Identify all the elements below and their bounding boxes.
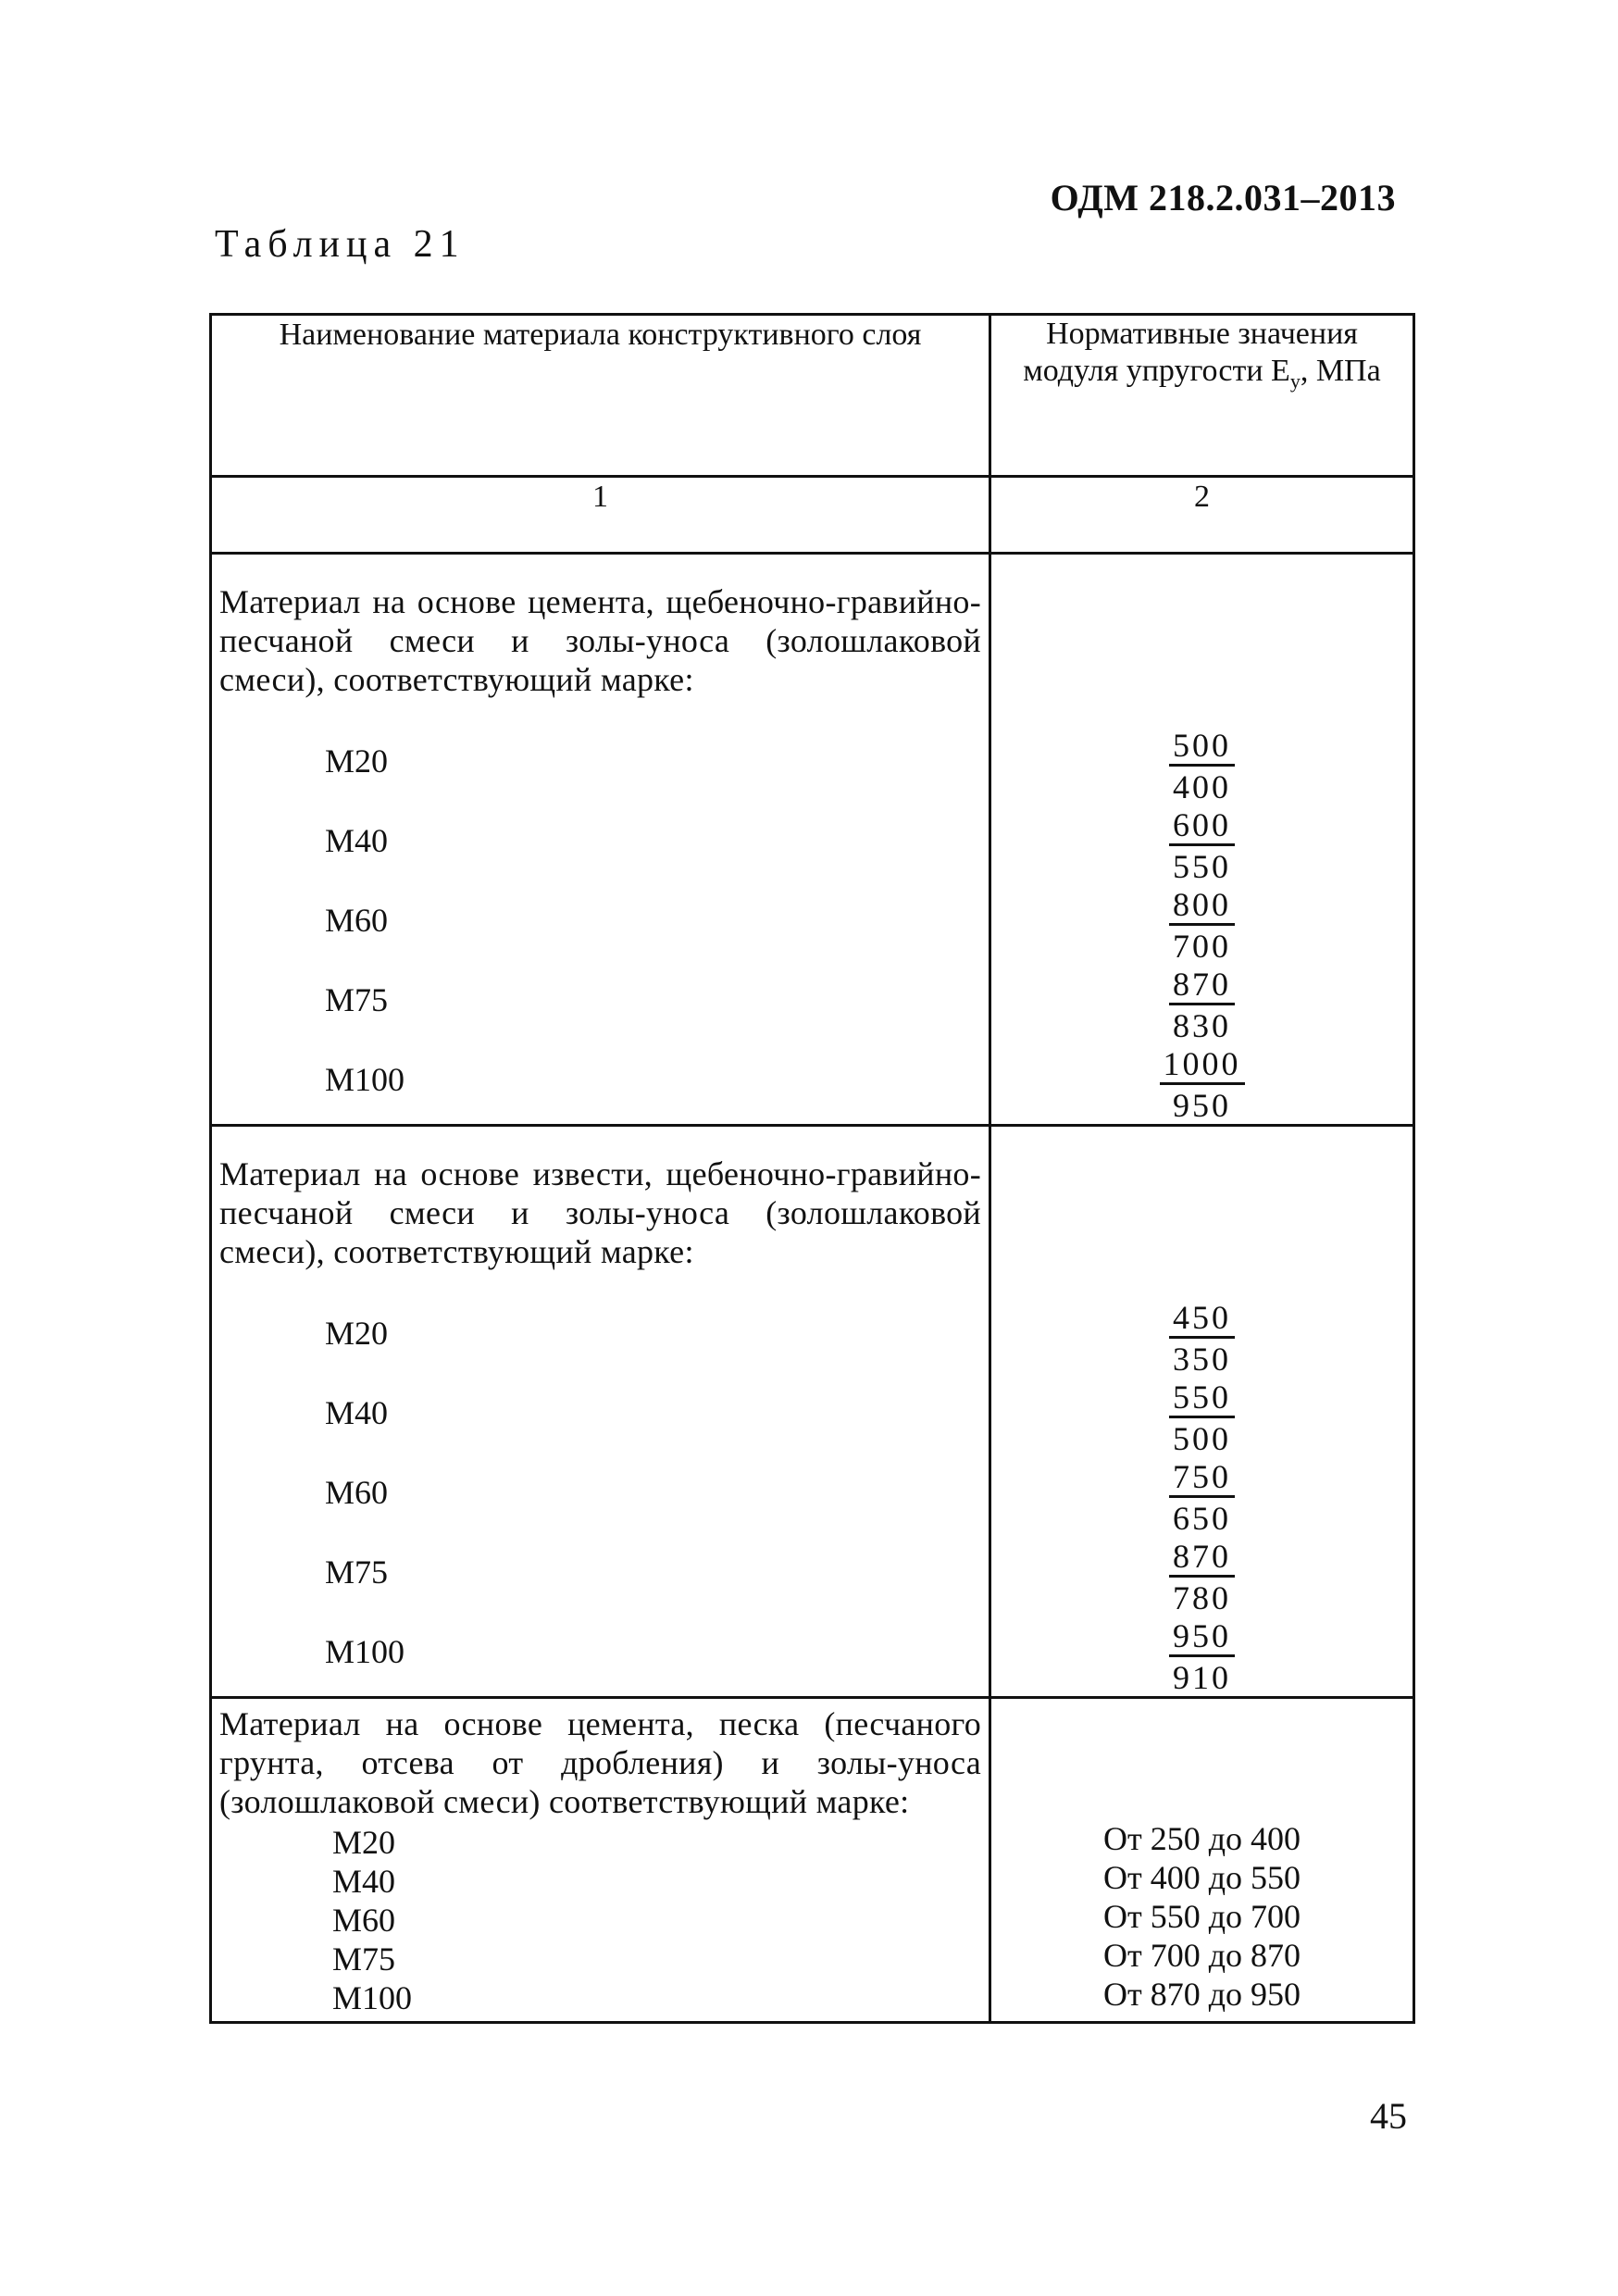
fraction-denominator: 650 xyxy=(1173,1499,1231,1537)
fraction-numerator: 950 xyxy=(1169,1617,1235,1657)
section-description: Материал на основе цемента, песка (песчаного грунта, отсева от дробления) и золы-уноса (золошлаковой смеси) соответствующий марке: xyxy=(219,1705,981,1820)
grade-label: М20 xyxy=(325,742,389,780)
table-title: Таблица 21 xyxy=(215,223,466,266)
fraction-denominator: 350 xyxy=(1173,1340,1231,1378)
section-description: Материал на основе цемента, щебеночно-гравийно-песчаной смеси и золы-уноса (золошлаковой смеси), соответствующий марке: xyxy=(219,583,981,698)
modulus-range: От 870 до 950 xyxy=(1102,1976,1301,2013)
section-cement-sand xyxy=(211,1698,1414,2023)
grade-label: М40 xyxy=(325,822,389,859)
modulus-fraction xyxy=(991,1378,1413,1457)
fraction-numerator: 870 xyxy=(1169,966,1235,1005)
modulus-range: От 550 до 700 xyxy=(1102,1898,1301,1935)
grade-label: М60 xyxy=(332,1902,396,1939)
grade-label: М75 xyxy=(332,1940,396,1978)
grade-label: М60 xyxy=(325,902,389,939)
fraction-numerator: 550 xyxy=(1169,1379,1235,1418)
section-cell-material xyxy=(211,554,990,1126)
section-cell-material xyxy=(211,1126,990,1698)
modulus-fraction xyxy=(991,1537,1413,1616)
modulus-fraction xyxy=(991,965,1413,1044)
grade-label: М100 xyxy=(332,1979,413,2016)
modulus-range: От 700 до 870 xyxy=(1102,1937,1301,1974)
modulus-range: От 250 до 400 xyxy=(1102,1820,1301,1857)
modulus-fraction xyxy=(991,805,1413,885)
fraction-numerator: 500 xyxy=(1169,727,1235,767)
fraction-denominator: 700 xyxy=(1173,927,1231,965)
grade-label: М20 xyxy=(325,1315,389,1352)
modulus-fraction xyxy=(991,1457,1413,1537)
grade-label: М40 xyxy=(332,1863,396,1900)
section-lime-gravel xyxy=(211,1126,1414,1698)
modulus-fraction xyxy=(991,1044,1413,1124)
fraction-numerator: 600 xyxy=(1169,806,1235,846)
column-number-1: 1 xyxy=(211,477,990,554)
fraction-denominator: 950 xyxy=(1173,1086,1231,1124)
section-cell-material xyxy=(211,1698,990,2023)
modulus-fraction xyxy=(991,1298,1413,1378)
grade-label: М60 xyxy=(325,1474,389,1511)
grade-label: М75 xyxy=(325,1554,389,1591)
modulus-fraction xyxy=(991,1616,1413,1696)
grade-label: М100 xyxy=(325,1061,405,1098)
section-cell-values xyxy=(990,1698,1414,2023)
header-material: Наименование материала конструктивного слоя xyxy=(211,315,990,477)
fraction-numerator: 800 xyxy=(1169,886,1235,926)
section-cell-values xyxy=(990,1126,1414,1698)
fraction-denominator: 500 xyxy=(1173,1419,1231,1457)
document-code: ОДМ 218.2.031–2013 xyxy=(1050,177,1396,218)
modulus-fraction xyxy=(991,885,1413,965)
fraction-numerator: 750 xyxy=(1169,1458,1235,1498)
header-modulus-sub: у xyxy=(1289,368,1301,393)
header-modulus-unit: , МПа xyxy=(1300,354,1381,388)
section-description: Материал на основе извести, щебеночно-гравийно-песчаной смеси и золы-уноса (золошлаковой смеси), соответствующий марке: xyxy=(219,1155,981,1270)
grade-label: М40 xyxy=(325,1394,389,1431)
fraction-numerator: 450 xyxy=(1169,1299,1235,1339)
fraction-denominator: 910 xyxy=(1173,1658,1231,1696)
fraction-denominator: 550 xyxy=(1173,847,1231,885)
fraction-numerator: 1000 xyxy=(1160,1045,1245,1085)
column-number-row xyxy=(211,477,1414,554)
fraction-denominator: 400 xyxy=(1173,767,1231,805)
grade-label: М20 xyxy=(332,1824,396,1861)
header-modulus-line1: Нормативные значения xyxy=(1046,317,1358,351)
header-row xyxy=(211,315,1414,477)
modulus-range: От 400 до 550 xyxy=(1102,1859,1301,1896)
grade-label: М100 xyxy=(325,1633,405,1670)
grade-label: М75 xyxy=(325,981,389,1018)
column-number-2: 2 xyxy=(990,477,1414,554)
page-number: 45 xyxy=(1370,2095,1407,2137)
modulus-table xyxy=(209,313,1415,2024)
modulus-fraction xyxy=(991,726,1413,805)
header-modulus xyxy=(990,315,1414,477)
section-cell-values xyxy=(990,554,1414,1126)
fraction-denominator: 830 xyxy=(1173,1006,1231,1044)
fraction-numerator: 870 xyxy=(1169,1538,1235,1578)
section-cement-gravel xyxy=(211,554,1414,1126)
header-modulus-line2: модуля упругости E xyxy=(1023,354,1290,388)
fraction-denominator: 780 xyxy=(1173,1578,1231,1616)
